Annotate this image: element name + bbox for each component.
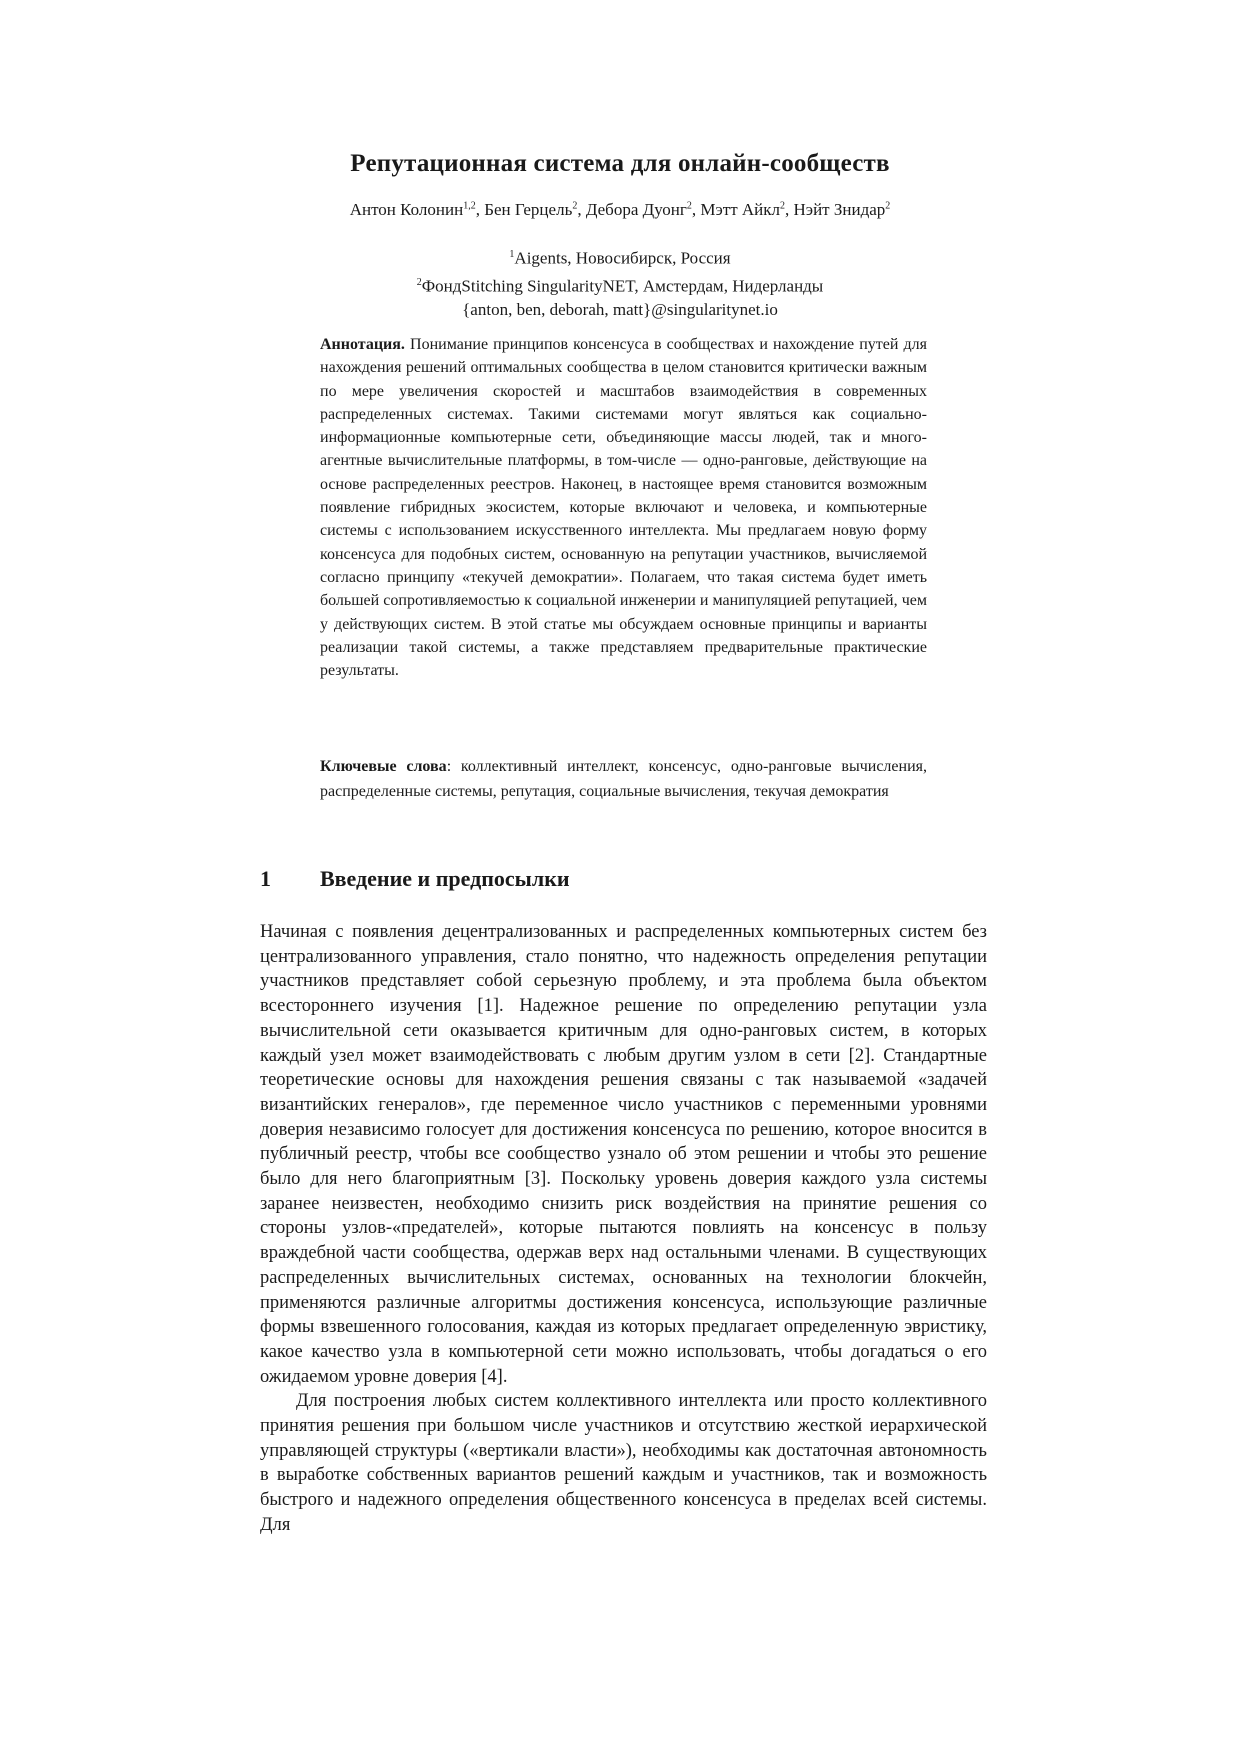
author: Мэтт Айкл$^2$, <box>700 200 794 219</box>
affiliation-mark: 2 <box>885 200 891 212</box>
abstract <box>320 333 927 682</box>
affiliations <box>0 243 1240 322</box>
section-number: 1 <box>260 866 271 891</box>
author: Нэйт Знидар$^2$ <box>793 200 891 219</box>
paragraph: Начиная с появления децентрализованных и распределенных компьютерных систем без централизованного управления, стало понятно, что надежность определения репутации участников представляет собой серьезную проблему, и эта проблема была объектом всестороннего изучения [1]. Надежное решение по определению репутации узла вычислительной сети оказывается критичным для одно-ранговых систем, в которых каждый узел может взаимодействовать с любым другим узлом в сети [2]. Стандартные теоретические основы для нахождения решения связаны с так называемой «задачей византийских генералов», где переменное число участников с переменными уровнями доверия независимо голосует для достижения консенсуса по решению, которое вносится в публичный реестр, чтобы все сообщество узнало об этом решении и чтобы это решение было для него благоприятным [3]. Поскольку уровень доверия каждого узла системы заранее неизвестен, необходимо снизить риск воздействия на принятие решения со стороны узлов-«предателей», которые пытаются повлиять на консенсус в пользу враждебной части сообщества, одержав верх над остальными членами. В существующих распределенных вычислительных системах, основанных на технологии блокчейн, применяются различные алгоритмы достижения консенсуса, использующие различные формы взвешенного голосования, каждая из которых предлагает определенную эвристику, какое качество узла в компьютерной сети можно использовать, чтобы догадаться о его ожидаемом уровне доверия [4]. <box>260 922 987 1387</box>
section-body <box>260 920 987 1538</box>
author-list <box>0 200 1240 220</box>
keywords-label: Ключевые слова <box>320 758 447 775</box>
affiliation-line: $^2$ФондStitching SingularityNET, Амстердам, Нидерланды <box>416 276 824 296</box>
section-heading <box>260 866 570 892</box>
author: Бен Герцель$^2$, <box>484 200 586 219</box>
affiliation-mark: 2 <box>572 200 578 212</box>
affiliation-line: $^1$Aigents, Новосибирск, Россия <box>509 248 731 268</box>
keywords-text: : коллективный интеллект, консенсус, одно-ранговые вычисления, распределенные системы, репутация, социальные вычисления, текучая демократия <box>320 758 928 800</box>
section-title: Введение и предпосылки <box>320 866 570 891</box>
author: Антон Колонин$^{1,2}$, <box>349 200 485 219</box>
abstract-label: Аннотация. <box>320 336 405 353</box>
keywords <box>320 755 927 804</box>
affiliation-mark: 1,2 <box>463 200 476 212</box>
affiliation-mark: 2 <box>686 200 692 212</box>
affiliation-mark: 2 <box>780 200 786 212</box>
paper-title: Репутационная система для онлайн-сообществ <box>350 150 890 177</box>
contact-emails: {anton, ben, deborah, matt}@singularitynet.io <box>462 300 778 320</box>
paragraph: Для построения любых систем коллективного интеллекта или просто коллективного принятия решения при большом числе участников и отсутствию жесткой иерархической управляющей структуры («вертикали власти»), необходимы как достаточная автономность в выработке собственных вариантов решений каждым и участников, так и возможность быстрого и надежного определения общественного консенсуса в пределах всей системы. Для <box>260 1391 987 1535</box>
author: Дебора Дуонг$^2$, <box>585 200 701 219</box>
abstract-text: Понимание принципов консенсуса в сообществах и нахождение путей для нахождения решений оптимальных сообщества в целом становится критически важным по мере увеличения скоростей и масштабов взаимодействия в современных распределенных системах. Такими системами могут являться как социально-информационные компьютерные сети, объединяющие массы людей, так и много-агентные вычислительные платформы, в том-числе — одно-ранговые, действующие на основе распределенных реестров. Наконец, в настоящее время становится возможным появление гибридных экосистем, которые включают и человека, и компьютерные системы с использованием искусственного интеллекта. Мы предлагаем новую форму консенсуса для подобных систем, основанную на репутации участников, вычисляемой согласно принципу «текучей демократии». Полагаем, что такая система будет иметь большей сопротивляемостью к социальной инженерии и манипуляцией репутацией, чем у действующих систем. В этой статье мы обсуждаем основные принципы и варианты реализации такой системы, а также представляем предварительные практические результаты. <box>320 336 928 680</box>
